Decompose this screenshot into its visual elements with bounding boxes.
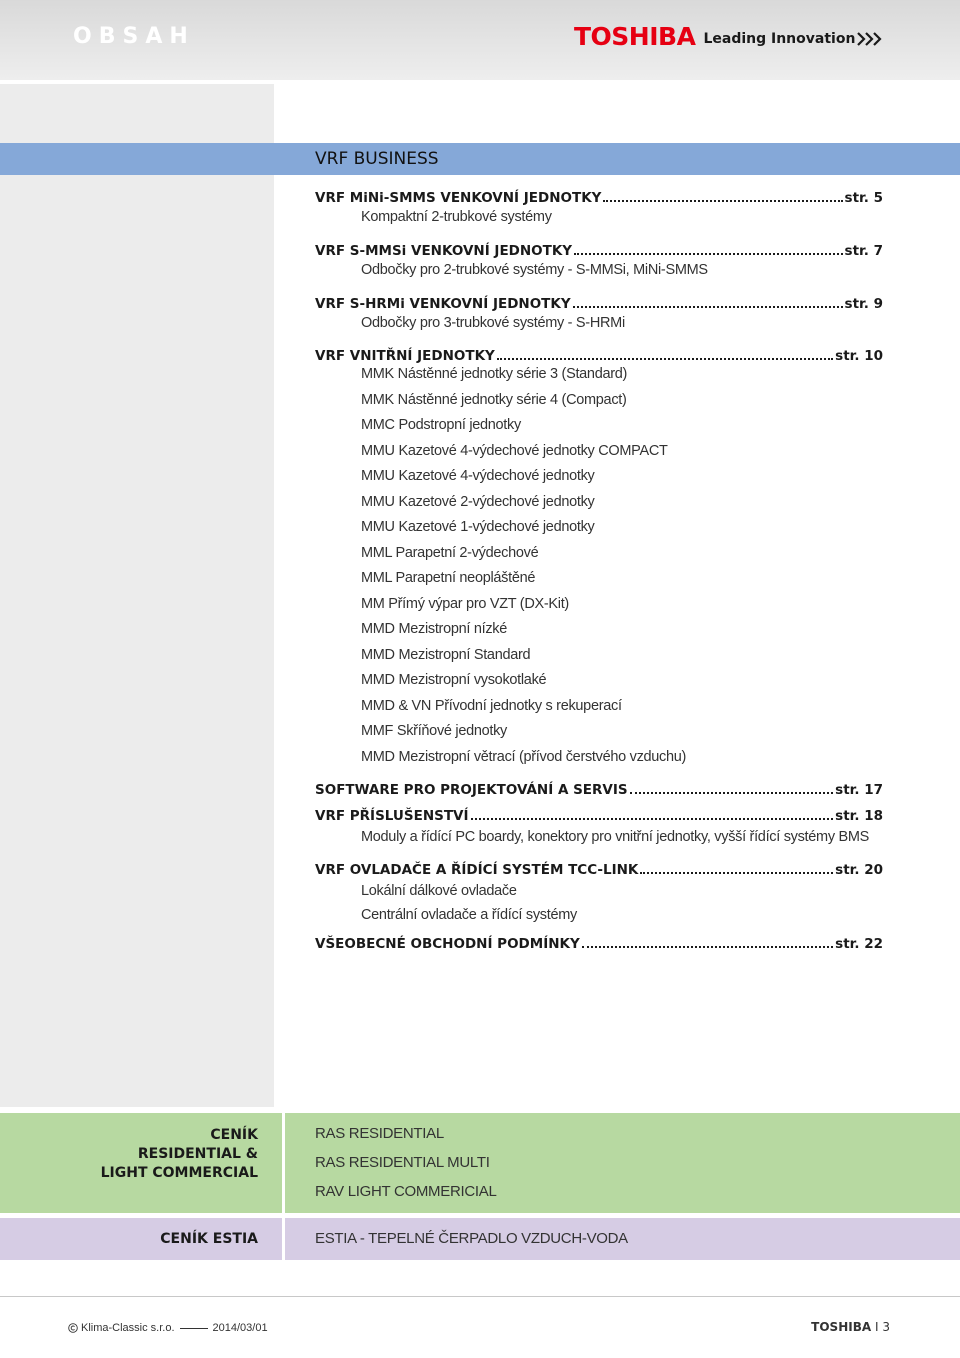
- catalog-title-estia: [160, 1230, 258, 1249]
- footer-company: Klima-Classic s.r.o.: [81, 1322, 175, 1334]
- toc-entry-label: VRF PŘÍSLUŠENSTVÍ: [315, 808, 469, 824]
- toc-entry-page: str. 7: [844, 243, 883, 259]
- toc-entry-label: VRF S-HRMi VENKOVNÍ JEDNOTKY: [315, 296, 571, 312]
- dot-leader: [640, 862, 833, 874]
- toc-subentry: MMU Kazetové 4-výdechové jednotky COMPACT: [361, 443, 668, 459]
- dot-leader: [574, 243, 842, 255]
- toc-entry-page: str. 22: [835, 936, 883, 952]
- toc-entry[interactable]: [315, 778, 883, 798]
- footer-date: 2014/03/01: [212, 1322, 268, 1334]
- toc-entry[interactable]: [315, 186, 883, 206]
- toc-entry[interactable]: [315, 858, 883, 878]
- toc-entry[interactable]: [315, 804, 883, 824]
- dot-leader: [603, 190, 842, 202]
- dot-leader: [573, 296, 843, 308]
- toc-entry-page: str. 9: [844, 296, 883, 312]
- brand-logo: [574, 22, 883, 50]
- left-panel: [0, 84, 274, 1107]
- toc-entry-label: VRF VNITŘNÍ JEDNOTKY: [315, 348, 495, 364]
- section-title: VRF BUSINESS: [315, 149, 439, 169]
- toc-subentry: MMF Skříňové jednotky: [361, 723, 507, 739]
- toc-entry-page: str. 18: [835, 808, 883, 824]
- toc-subentry: Odbočky pro 3-trubkové systémy - S-HRMi: [361, 315, 625, 331]
- toc-subentry: MMC Podstropní jednotky: [361, 417, 521, 433]
- toc-entry-label: VRF S-MMSi VENKOVNÍ JEDNOTKY: [315, 243, 573, 259]
- toc-subentry: MMK Nástěnné jednotky série 4 (Compact): [361, 392, 627, 408]
- page-number: 3: [882, 1320, 890, 1334]
- toc-entry-page: str. 20: [835, 862, 883, 878]
- toc-subentry: MML Parapetní neopláštěné: [361, 570, 536, 586]
- toc-subentry: MMD Mezistropní nízké: [361, 621, 507, 637]
- toc-subentry: MMU Kazetové 1-výdechové jednotky: [361, 519, 595, 535]
- section-bar: [0, 143, 960, 175]
- catalog-item[interactable]: RAS RESIDENTIAL: [315, 1125, 444, 1142]
- toc-subentry: Kompaktní 2-trubkové systémy: [361, 209, 552, 225]
- copyright-icon: [68, 1323, 78, 1333]
- toc-entry-label: SOFTWARE PRO PROJEKTOVÁNÍ A SERVIS: [315, 782, 628, 798]
- catalog-item[interactable]: ESTIA - TEPELNÉ ČERPADLO VZDUCH-VODA: [315, 1230, 628, 1247]
- catalog-item[interactable]: RAV LIGHT COMMERICIAL: [315, 1183, 497, 1200]
- catalog-title-residential: [101, 1126, 258, 1183]
- toc-entry-page: str. 17: [835, 782, 883, 798]
- toc-entry[interactable]: [315, 292, 883, 312]
- toc-subentry: Lokální dálkové ovladače: [361, 883, 517, 899]
- triple-chevron-right-icon: [857, 32, 883, 46]
- toc-entry[interactable]: [315, 932, 883, 952]
- toc-subentry: MMU Kazetové 4-výdechové jednotky: [361, 468, 595, 484]
- toc-subentry: MMU Kazetové 2-výdechové jednotky: [361, 494, 595, 510]
- dot-leader: [630, 782, 834, 794]
- brand-tagline: Leading Innovation: [703, 31, 856, 47]
- toc-subentry: MMD Mezistropní Standard: [361, 647, 531, 663]
- footer-copyright: [68, 1322, 268, 1334]
- toc-subentry: MMD Mezistropní větrací (přívod čerstvého vzduchu): [361, 749, 687, 765]
- toc-entry-page: str. 5: [844, 190, 883, 206]
- toc-subentry: MML Parapetní 2-výdechové: [361, 545, 539, 561]
- toc-subentry: MMK Nástěnné jednotky série 3 (Standard): [361, 366, 628, 382]
- page-title: OBSAH: [73, 24, 195, 49]
- footer-page-info: [811, 1320, 890, 1334]
- toc-entry-page: str. 10: [835, 348, 883, 364]
- toc-entry[interactable]: [315, 239, 883, 259]
- toc-entry-label: VŠEOBECNÉ OBCHODNÍ PODMÍNKY: [315, 936, 580, 952]
- toc-subentry: MMD Mezistropní vysokotlaké: [361, 672, 547, 688]
- toc-entry[interactable]: [315, 344, 883, 364]
- toc-subentry: MMD & VN Přívodní jednotky s rekuperací: [361, 698, 622, 714]
- footer-divider: [0, 1296, 960, 1297]
- catalog-item[interactable]: RAS RESIDENTIAL MULTI: [315, 1154, 490, 1171]
- toc-subentry: Centrální ovladače a řídící systémy: [361, 907, 577, 923]
- footer-brand: TOSHIBA: [811, 1320, 872, 1334]
- dot-leader: [582, 936, 833, 948]
- dot-leader: [497, 348, 833, 360]
- dot-leader: [471, 808, 834, 820]
- toc-subentry: Odbočky pro 2-trubkové systémy - S-MMSi, MiNi-SMMS: [361, 262, 708, 278]
- toc-subentry: Moduly a řídící PC boardy, konektory pro vnitřní jednotky, vyšší řídící systémy BMS: [361, 829, 870, 845]
- toc-entry-label: VRF OVLADAČE A ŘÍDÍCÍ SYSTÉM TCC-LINK: [315, 862, 639, 878]
- toc-entry-label: VRF MiNi-SMMS VENKOVNÍ JEDNOTKY: [315, 190, 602, 206]
- toc-subentry: MM Přímý výpar pro VZT (DX-Kit): [361, 596, 569, 612]
- brand-name: TOSHIBA: [574, 21, 696, 51]
- catalog-title-line: CENÍK: [210, 1127, 258, 1143]
- catalog-title-line: CENÍK ESTIA: [160, 1231, 258, 1247]
- catalog-title-line: RESIDENTIAL &: [137, 1146, 258, 1162]
- footer-separator: I: [874, 1320, 879, 1334]
- footer-rule: [180, 1328, 208, 1329]
- band-divider: [282, 1113, 285, 1213]
- band-divider: [282, 1218, 285, 1260]
- catalog-title-line: LIGHT COMMERCIAL: [100, 1165, 258, 1181]
